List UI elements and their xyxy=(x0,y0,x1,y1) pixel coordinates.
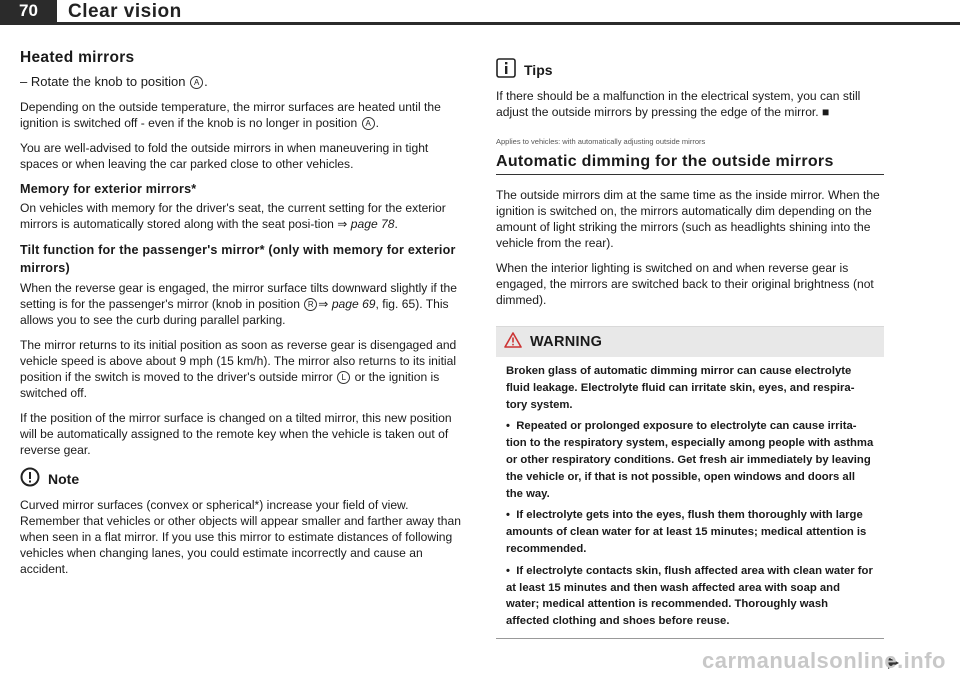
warning-item: • If electrolyte contacts skin, flush affected area with clean water for at least 15 minutes and then wash affected area with soap and water; medical attention is recommended. Thoroughly wash affected clothing and shoes before reuse. xyxy=(506,564,873,628)
tips-header xyxy=(496,58,884,82)
heading-rule xyxy=(496,174,884,175)
warning-icon xyxy=(504,332,522,352)
info-icon xyxy=(496,58,516,82)
warning-body xyxy=(496,357,884,639)
position-a-icon: A xyxy=(362,117,375,130)
memory-paragraph: On vehicles with memory for the driver's seat, the current setting for the exterior mirrors is automatically stored along with the seat posi-tion ⇒ page 78. xyxy=(20,201,446,231)
watermark: carmanualsonline.info xyxy=(702,648,946,673)
end-mark: ■ xyxy=(822,105,830,119)
tilt-paragraph-3: If the position of the mirror surface is changed on a tilted mirror, this new position will be automatically assigned to the remote key when the vehicle is taken out of reverse gear. xyxy=(20,411,452,457)
left-column xyxy=(20,50,462,586)
heated-mirrors-heading: Heated mirrors xyxy=(20,49,135,66)
heated-step-text: – Rotate the knob to position xyxy=(20,74,190,89)
memory-heading: Memory for exterior mirrors* xyxy=(20,182,197,196)
note-header xyxy=(20,467,462,491)
page-ref-link[interactable]: page 78 xyxy=(350,217,395,231)
heated-paragraph-1: Depending on the outside temperature, the mirror surfaces are heated until the ignition is switched off - even if the knob is no longer in position A . xyxy=(20,100,441,130)
warning-title: WARNING xyxy=(530,334,603,350)
warning-item: • Repeated or prolonged exposure to electrolyte can cause irrita-tion to the respiratory system, especially among people with asthma or other respiratory conditions. Get fresh air immediately by leaving the vehicle or, if that is not possible, open windows and doors all the way. xyxy=(506,420,874,500)
section-title: Clear vision xyxy=(68,1,182,22)
position-l-icon: L xyxy=(337,371,350,384)
position-a-icon: A xyxy=(190,76,203,89)
warning-header xyxy=(496,327,884,357)
warning-box xyxy=(496,326,884,639)
tips-text: If there should be a malfunction in the electrical system, you can still adjust the outside mirrors by pressing the edge of the mirror. ■ xyxy=(496,89,861,119)
header-rule xyxy=(0,22,960,25)
right-column xyxy=(496,58,884,639)
warning-item: • If electrolyte gets into the eyes, flush them thoroughly with large amounts of clean water for at least 15 minutes; medical attention is recommended. xyxy=(506,509,867,555)
auto-dimming-paragraph-1: The outside mirrors dim at the same time as the inside mirror. When the ignition is switched on, the mirrors automatically dim depending on the amount of light striking the mirrors (such as headlights shining into the vehicle from the rear). xyxy=(496,188,880,250)
note-text: Curved mirror surfaces (convex or spherical*) increase your field of view. Remember that vehicles or other objects will appear smaller and farther away than when seen in a flat mirror. If you use this mirror to estimate distances of following vehicles when changing lanes, you could estimate incorrectly and cause an accident. xyxy=(20,498,461,576)
tips-title: Tips xyxy=(524,62,553,78)
note-title: Note xyxy=(48,471,80,487)
page-ref-link[interactable]: page 69 xyxy=(331,297,376,311)
note-icon xyxy=(20,467,40,491)
heated-paragraph-2: You are well-advised to fold the outside mirrors in when maneuvering in tight spaces or when leaving the car parked close to other vehicles. xyxy=(20,141,429,171)
tilt-heading: Tilt function for the passenger's mirror* (only with memory for exterior mirrors) xyxy=(20,243,456,275)
page-ref-arrow: ⇒ xyxy=(337,217,348,231)
heated-step: – Rotate the knob to position A . xyxy=(20,74,208,89)
auto-dimming-heading: Automatic dimming for the outside mirrors xyxy=(496,153,834,170)
warning-intro: Broken glass of automatic dimming mirror can cause electrolyte fluid leakage. Electrolyte fluid can irritate skin, eyes, and respira-tory system. xyxy=(506,365,855,411)
tilt-paragraph-2: The mirror returns to its initial position as soon as reverse gear is disengaged and vehicle speed is above about 9 mph (15 km/h). The mirror also returns to its initial position if the switch is moved to the driver's outside mirror L or the ignition is switched off. xyxy=(20,338,457,400)
tilt-paragraph-1: When the reverse gear is engaged, the mirror surface tilts downward slightly if the setting is for the passenger's mirror (knob in position R ⇒ page 69, fig. 65). This allows you to see the curb during parallel parking. xyxy=(20,281,457,327)
applies-caption: Applies to vehicles: with automatically adjusting outside mirrors xyxy=(496,137,706,146)
auto-dimming-paragraph-2: When the interior lighting is switched on and when reverse gear is engaged, the mirrors are switched back to their original brightness (not dimmed). xyxy=(496,261,874,307)
page-ref-arrow: ⇒ xyxy=(318,297,329,311)
page-number: 70 xyxy=(0,0,57,22)
position-r-icon: R xyxy=(304,298,317,311)
